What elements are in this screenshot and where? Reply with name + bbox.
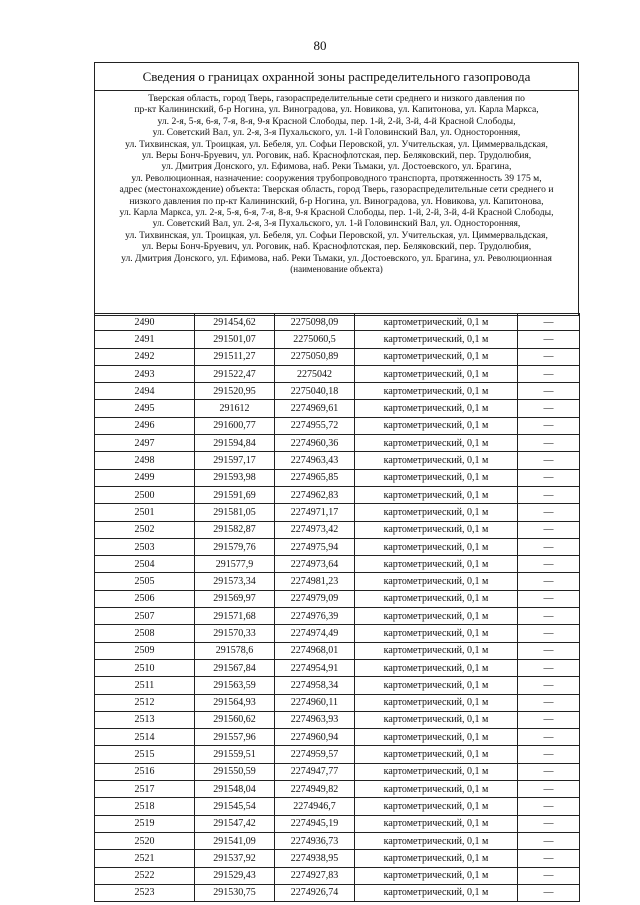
point-number-cell: 2519 — [95, 815, 195, 832]
y-coordinate-cell: 2274936,73 — [275, 832, 355, 849]
note-cell: — — [518, 763, 580, 780]
point-number-cell: 2512 — [95, 694, 195, 711]
table-row — [95, 400, 580, 417]
table-row — [95, 694, 580, 711]
table-row — [95, 348, 580, 365]
method-accuracy-cell: картометрический, 0,1 м — [355, 504, 518, 521]
y-coordinate-cell: 2274973,64 — [275, 556, 355, 573]
note-cell: — — [518, 573, 580, 590]
point-number-cell: 2494 — [95, 383, 195, 400]
note-cell: — — [518, 348, 580, 365]
table-row — [95, 729, 580, 746]
method-accuracy-cell: картометрический, 0,1 м — [355, 763, 518, 780]
method-accuracy-cell: картометрический, 0,1 м — [355, 452, 518, 469]
method-accuracy-cell: картометрический, 0,1 м — [355, 625, 518, 642]
y-coordinate-cell: 2274947,77 — [275, 763, 355, 780]
point-number-cell: 2508 — [95, 625, 195, 642]
note-cell: — — [518, 331, 580, 348]
method-accuracy-cell: картометрический, 0,1 м — [355, 711, 518, 728]
point-number-cell: 2492 — [95, 348, 195, 365]
note-cell: — — [518, 486, 580, 503]
y-coordinate-cell: 2274949,82 — [275, 781, 355, 798]
method-accuracy-cell: картометрический, 0,1 м — [355, 365, 518, 382]
point-number-cell: 2507 — [95, 608, 195, 625]
y-coordinate-cell: 2274963,93 — [275, 711, 355, 728]
x-coordinate-cell: 291597,17 — [195, 452, 275, 469]
method-accuracy-cell: картометрический, 0,1 м — [355, 590, 518, 607]
method-accuracy-cell: картометрический, 0,1 м — [355, 469, 518, 486]
x-coordinate-cell: 291454,62 — [195, 314, 275, 331]
point-number-cell: 2503 — [95, 538, 195, 555]
table-row — [95, 556, 580, 573]
table-row — [95, 314, 580, 331]
method-accuracy-cell: картометрический, 0,1 м — [355, 659, 518, 676]
table-row — [95, 763, 580, 780]
point-number-cell: 2520 — [95, 832, 195, 849]
x-coordinate-cell: 291520,95 — [195, 383, 275, 400]
y-coordinate-cell: 2274968,01 — [275, 642, 355, 659]
y-coordinate-cell: 2274974,49 — [275, 625, 355, 642]
point-number-cell: 2518 — [95, 798, 195, 815]
note-cell: — — [518, 383, 580, 400]
table-row — [95, 625, 580, 642]
x-coordinate-cell: 291570,33 — [195, 625, 275, 642]
point-number-cell: 2516 — [95, 763, 195, 780]
point-number-cell: 2496 — [95, 417, 195, 434]
x-coordinate-cell: 291600,77 — [195, 417, 275, 434]
note-cell: — — [518, 850, 580, 867]
note-cell: — — [518, 314, 580, 331]
y-coordinate-cell: 2274981,23 — [275, 573, 355, 590]
note-cell: — — [518, 435, 580, 452]
x-coordinate-cell: 291578,6 — [195, 642, 275, 659]
object-name-caption: (наименование объекта) — [290, 264, 383, 275]
description-line: ул. Советский Вал, ул. 2-я, 3-я Пухальского, ул. 1-й Головинский Вал, ул. Односторонняя, — [152, 218, 521, 230]
method-accuracy-cell: картометрический, 0,1 м — [355, 417, 518, 434]
table-row — [95, 486, 580, 503]
point-number-cell: 2514 — [95, 729, 195, 746]
table-row — [95, 435, 580, 452]
note-cell: — — [518, 608, 580, 625]
y-coordinate-cell: 2274960,36 — [275, 435, 355, 452]
method-accuracy-cell: картометрический, 0,1 м — [355, 314, 518, 331]
note-cell: — — [518, 694, 580, 711]
x-coordinate-cell: 291529,43 — [195, 867, 275, 884]
x-coordinate-cell: 291501,07 — [195, 331, 275, 348]
y-coordinate-cell: 2275060,5 — [275, 331, 355, 348]
y-coordinate-cell: 2274958,34 — [275, 677, 355, 694]
point-number-cell: 2506 — [95, 590, 195, 607]
y-coordinate-cell: 2274963,43 — [275, 452, 355, 469]
note-cell: — — [518, 365, 580, 382]
x-coordinate-cell: 291577,9 — [195, 556, 275, 573]
method-accuracy-cell: картометрический, 0,1 м — [355, 884, 518, 901]
point-number-cell: 2510 — [95, 659, 195, 676]
table-row — [95, 867, 580, 884]
x-coordinate-cell: 291560,62 — [195, 711, 275, 728]
note-cell: — — [518, 556, 580, 573]
table-row — [95, 884, 580, 901]
method-accuracy-cell: картометрический, 0,1 м — [355, 521, 518, 538]
note-cell: — — [518, 815, 580, 832]
x-coordinate-cell: 291581,05 — [195, 504, 275, 521]
table-row — [95, 711, 580, 728]
method-accuracy-cell: картометрический, 0,1 м — [355, 642, 518, 659]
x-coordinate-cell: 291573,34 — [195, 573, 275, 590]
table-row — [95, 331, 580, 348]
y-coordinate-cell: 2275042 — [275, 365, 355, 382]
x-coordinate-cell: 291571,68 — [195, 608, 275, 625]
x-coordinate-cell: 291511,27 — [195, 348, 275, 365]
point-number-cell: 2490 — [95, 314, 195, 331]
y-coordinate-cell: 2274975,94 — [275, 538, 355, 555]
point-number-cell: 2523 — [95, 884, 195, 901]
x-coordinate-cell: 291579,76 — [195, 538, 275, 555]
table-row — [95, 452, 580, 469]
method-accuracy-cell: картометрический, 0,1 м — [355, 383, 518, 400]
x-coordinate-cell: 291537,92 — [195, 850, 275, 867]
table-row — [95, 642, 580, 659]
table-row — [95, 521, 580, 538]
y-coordinate-cell: 2274955,72 — [275, 417, 355, 434]
x-coordinate-cell: 291557,96 — [195, 729, 275, 746]
note-cell: — — [518, 884, 580, 901]
description-line: Тверская область, город Тверь, газораспределительные сети среднего и низкого давления по — [148, 93, 525, 104]
description-line: ул. Дмитрия Донского, ул. Ефимова, наб. Реки Тьмаки, ул. Достоевского, ул. Брагина, — [161, 161, 512, 173]
point-number-cell: 2509 — [95, 642, 195, 659]
table-row — [95, 850, 580, 867]
x-coordinate-cell: 291522,47 — [195, 365, 275, 382]
description-line: ул. Карла Маркса, ул. 2-я, 5-я, 6-я, 7-я, 8-я, 9-я Красной Слободы, пер. 1-й, 2-й, 3-й, 4-й Красной Слободы, — [119, 207, 554, 219]
y-coordinate-cell: 2274926,74 — [275, 884, 355, 901]
table-row — [95, 417, 580, 434]
y-coordinate-cell: 2274954,91 — [275, 659, 355, 676]
x-coordinate-cell: 291569,97 — [195, 590, 275, 607]
method-accuracy-cell: картометрический, 0,1 м — [355, 746, 518, 763]
y-coordinate-cell: 2274946,7 — [275, 798, 355, 815]
method-accuracy-cell: картометрический, 0,1 м — [355, 573, 518, 590]
point-number-cell: 2499 — [95, 469, 195, 486]
x-coordinate-cell: 291559,51 — [195, 746, 275, 763]
point-number-cell: 2517 — [95, 781, 195, 798]
method-accuracy-cell: картометрический, 0,1 м — [355, 400, 518, 417]
x-coordinate-cell: 291548,04 — [195, 781, 275, 798]
note-cell: — — [518, 781, 580, 798]
method-accuracy-cell: картометрический, 0,1 м — [355, 781, 518, 798]
method-accuracy-cell: картометрический, 0,1 м — [355, 798, 518, 815]
description-line: ул. Веры Бонч-Бруевич, ул. Роговик, наб. Краснофлотская, пер. Беляковский, пер. Трудолюбия, — [141, 241, 532, 253]
note-cell: — — [518, 417, 580, 434]
y-coordinate-cell: 2274976,39 — [275, 608, 355, 625]
description-line: ул. Тихвинская, ул. Троицкая, ул. Бебеля, ул. Софьи Перовской, ул. Учительская, ул. Циммервальдская, — [125, 138, 548, 150]
y-coordinate-cell: 2274971,17 — [275, 504, 355, 521]
y-coordinate-cell: 2274979,09 — [275, 590, 355, 607]
document-header — [94, 62, 579, 316]
method-accuracy-cell: картометрический, 0,1 м — [355, 850, 518, 867]
point-number-cell: 2497 — [95, 435, 195, 452]
table-row — [95, 798, 580, 815]
table-row — [95, 832, 580, 849]
x-coordinate-cell: 291564,93 — [195, 694, 275, 711]
note-cell: — — [518, 504, 580, 521]
note-cell: — — [518, 452, 580, 469]
x-coordinate-cell: 291530,75 — [195, 884, 275, 901]
method-accuracy-cell: картометрический, 0,1 м — [355, 729, 518, 746]
note-cell: — — [518, 538, 580, 555]
table-row — [95, 781, 580, 798]
method-accuracy-cell: картометрический, 0,1 м — [355, 815, 518, 832]
table-row — [95, 677, 580, 694]
point-number-cell: 2504 — [95, 556, 195, 573]
point-number-cell: 2500 — [95, 486, 195, 503]
note-cell: — — [518, 521, 580, 538]
y-coordinate-cell: 2275098,09 — [275, 314, 355, 331]
method-accuracy-cell: картометрический, 0,1 м — [355, 348, 518, 365]
table-row — [95, 504, 580, 521]
method-accuracy-cell: картометрический, 0,1 м — [355, 538, 518, 555]
document-title: Сведения о границах охранной зоны распределительного газопровода — [95, 63, 578, 91]
y-coordinate-cell: 2274960,94 — [275, 729, 355, 746]
note-cell: — — [518, 867, 580, 884]
method-accuracy-cell: картометрический, 0,1 м — [355, 867, 518, 884]
y-coordinate-cell: 2274959,57 — [275, 746, 355, 763]
point-number-cell: 2502 — [95, 521, 195, 538]
y-coordinate-cell: 2274973,42 — [275, 521, 355, 538]
x-coordinate-cell: 291582,87 — [195, 521, 275, 538]
y-coordinate-cell: 2274945,19 — [275, 815, 355, 832]
table-row — [95, 659, 580, 676]
table-row — [95, 469, 580, 486]
x-coordinate-cell: 291593,98 — [195, 469, 275, 486]
y-coordinate-cell: 2275040,18 — [275, 383, 355, 400]
method-accuracy-cell: картометрический, 0,1 м — [355, 556, 518, 573]
point-number-cell: 2522 — [95, 867, 195, 884]
point-number-cell: 2493 — [95, 365, 195, 382]
point-number-cell: 2505 — [95, 573, 195, 590]
x-coordinate-cell: 291547,42 — [195, 815, 275, 832]
y-coordinate-cell: 2274927,83 — [275, 867, 355, 884]
table-row — [95, 365, 580, 382]
point-number-cell: 2501 — [95, 504, 195, 521]
y-coordinate-cell: 2275050,89 — [275, 348, 355, 365]
method-accuracy-cell: картометрический, 0,1 м — [355, 486, 518, 503]
description-line: ул. Дмитрия Донского, ул. Ефимова, наб. Реки Тьмаки, ул. Достоевского, ул. Брагина, ул. Революционная — [121, 252, 552, 264]
description-line: низкого давления по пр-кт Калининский, б-р Ногина, ул. Виноградова, ул. Новикова, ул. Капитонова, — [129, 195, 544, 207]
note-cell: — — [518, 625, 580, 642]
point-number-cell: 2491 — [95, 331, 195, 348]
point-number-cell: 2511 — [95, 677, 195, 694]
point-number-cell: 2498 — [95, 452, 195, 469]
coordinates-table — [94, 313, 580, 902]
table-row — [95, 746, 580, 763]
description-line: пр-кт Калининский, б-р Ногина, ул. Виноградова, ул. Новикова, ул. Капитонова, ул. Карла Маркса, — [134, 104, 539, 116]
description-line: адрес (местонахождение) объекта: Тверская область, город Тверь, газораспределительные сети среднего и — [119, 184, 554, 196]
description-line: ул. Веры Бонч-Бруевич, ул. Роговик, наб. Краснофлотская, пер. Беляковский, пер. Трудолюбия, — [141, 150, 532, 162]
y-coordinate-cell: 2274962,83 — [275, 486, 355, 503]
y-coordinate-cell: 2274965,85 — [275, 469, 355, 486]
table-row — [95, 608, 580, 625]
x-coordinate-cell: 291567,84 — [195, 659, 275, 676]
x-coordinate-cell: 291594,84 — [195, 435, 275, 452]
note-cell: — — [518, 469, 580, 486]
note-cell: — — [518, 746, 580, 763]
coordinates-table-body — [95, 314, 580, 902]
note-cell: — — [518, 400, 580, 417]
note-cell: — — [518, 798, 580, 815]
x-coordinate-cell: 291591,69 — [195, 486, 275, 503]
description-line: ул. Революционная, назначение: сооружения трубопроводного транспорта, протяженность 39 175 м, — [131, 172, 542, 184]
description-line: ул. 2-я, 5-я, 6-я, 7-я, 8-я, 9-я Красной Слободы, пер. 1-й, 2-й, 3-й, 4-й Красной Слободы, — [157, 115, 516, 127]
point-number-cell: 2495 — [95, 400, 195, 417]
y-coordinate-cell: 2274960,11 — [275, 694, 355, 711]
note-cell: — — [518, 711, 580, 728]
table-row — [95, 815, 580, 832]
method-accuracy-cell: картометрический, 0,1 м — [355, 331, 518, 348]
point-number-cell: 2513 — [95, 711, 195, 728]
method-accuracy-cell: картометрический, 0,1 м — [355, 832, 518, 849]
note-cell: — — [518, 729, 580, 746]
note-cell: — — [518, 659, 580, 676]
description-line: ул. Советский Вал, ул. 2-я, 3-я Пухальского, ул. 1-й Головинский Вал, ул. Односторонняя, — [152, 127, 521, 139]
method-accuracy-cell: картометрический, 0,1 м — [355, 694, 518, 711]
object-description — [95, 91, 578, 315]
table-row — [95, 590, 580, 607]
point-number-cell: 2521 — [95, 850, 195, 867]
x-coordinate-cell: 291545,54 — [195, 798, 275, 815]
note-cell: — — [518, 642, 580, 659]
y-coordinate-cell: 2274938,95 — [275, 850, 355, 867]
point-number-cell: 2515 — [95, 746, 195, 763]
y-coordinate-cell: 2274969,61 — [275, 400, 355, 417]
x-coordinate-cell: 291550,59 — [195, 763, 275, 780]
table-row — [95, 383, 580, 400]
table-row — [95, 573, 580, 590]
note-cell: — — [518, 832, 580, 849]
x-coordinate-cell: 291541,09 — [195, 832, 275, 849]
method-accuracy-cell: картометрический, 0,1 м — [355, 608, 518, 625]
description-line: ул. Тихвинская, ул. Троицкая, ул. Бебеля, ул. Софьи Перовской, ул. Учительская, ул. Циммервальдская, — [125, 229, 548, 241]
method-accuracy-cell: картометрический, 0,1 м — [355, 435, 518, 452]
x-coordinate-cell: 291563,59 — [195, 677, 275, 694]
method-accuracy-cell: картометрический, 0,1 м — [355, 677, 518, 694]
note-cell: — — [518, 590, 580, 607]
table-row — [95, 538, 580, 555]
note-cell: — — [518, 677, 580, 694]
page-number: 80 — [313, 38, 327, 53]
x-coordinate-cell: 291612 — [195, 400, 275, 417]
